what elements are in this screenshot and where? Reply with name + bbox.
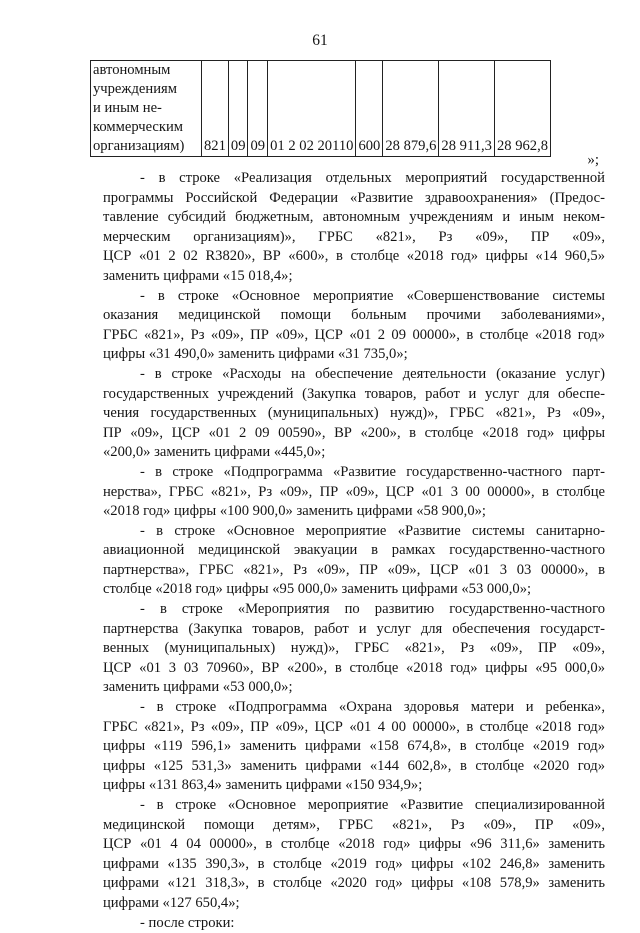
- vr-cell: 600: [356, 61, 383, 157]
- item-name-line: автономным: [93, 62, 171, 78]
- rz-cell: 09: [228, 61, 248, 157]
- text-line: - в строке «Подпрограмма «Развитие государственно-частного парт-: [140, 463, 605, 480]
- text-line: - в строке «Расходы на обеспечение деятельности (оказание услуг): [140, 365, 605, 382]
- page-number: 61: [312, 32, 328, 49]
- amendment-paragraph: [103, 287, 605, 365]
- year-2020-cell: 28 962,8: [494, 61, 550, 157]
- amendment-paragraph: [103, 914, 605, 933]
- amendment-paragraph: [103, 463, 605, 522]
- table-row: [91, 61, 551, 157]
- amendment-paragraph: [103, 365, 605, 463]
- csr-cell: 01 2 02 20110: [268, 61, 356, 157]
- year-2018-cell: 28 879,6: [383, 61, 439, 157]
- text-line: ЦСР «01 4 04 00000», в столбце «2018 год» цифры «96 311,6» заменить: [103, 836, 605, 853]
- text-line: оказания медицинской помощи больным прочими заболеваниями»,: [103, 307, 605, 324]
- amendment-paragraph: [103, 522, 605, 600]
- text-line: ГРБС «821», Рз «09», ПР «09», ЦСР «01 4 00 00000», в столбце «2018 год»: [103, 718, 605, 735]
- text-line: нерства», ГРБС «821», Рз «09», ПР «09», ЦСР «01 3 00 00000», в столбце: [103, 483, 605, 500]
- item-name-line: коммерческим: [93, 119, 184, 135]
- text-line: ЦСР «01 3 03 70960», ВР «200», в столбце «2018 год» цифры «95 000,0»: [103, 659, 605, 676]
- closing-quote: »;: [587, 152, 599, 168]
- text-line: столбце «2018 год» цифры «95 000,0» заменить цифрами «53 000,0»;: [103, 581, 532, 598]
- amendment-paragraph: [103, 698, 605, 796]
- text-line: цифры «131 863,4» заменить цифрами «150 934,9»;: [103, 777, 423, 794]
- amendment-paragraph: [103, 600, 605, 698]
- pr-cell: 09: [248, 61, 268, 157]
- text-line: заменить цифрами «53 000,0»;: [103, 679, 293, 696]
- text-line: партнерства», ГРБС «821», Рз «09», ПР «09», ЦСР «01 3 03 00000», в: [103, 561, 605, 578]
- text-line: авиационной медицинской эвакуации в рамках государственно-частного: [103, 542, 605, 559]
- text-line: заменить цифрами «15 018,4»;: [103, 267, 293, 284]
- text-line: - после строки:: [140, 914, 235, 931]
- text-line: - в строке «Основное мероприятие «Развитие специализированной: [140, 797, 605, 813]
- text-line: цифрами «127 650,4»;: [103, 894, 240, 911]
- text-line: «200,0» заменить цифрами «445,0»;: [103, 444, 326, 461]
- text-line: - в строке «Мероприятия по развитию государственно-частного: [140, 601, 605, 618]
- item-name-cell: [91, 61, 202, 157]
- budget-table-fragment: [90, 60, 551, 157]
- amendment-paragraph: [103, 169, 605, 287]
- text-line: партнерства (Закупка товаров, работ и услуг для обеспечения государст-: [103, 620, 605, 637]
- amendment-paragraph: [103, 796, 605, 914]
- text-line: - в строке «Подпрограмма «Охрана здоровья матери и ребенка»,: [140, 699, 605, 716]
- text-line: ЦСР «01 2 02 R3820», ВР «600», в столбце «2018 год» цифры «14 960,5»: [103, 248, 605, 265]
- text-line: ПР «09», ЦСР «01 2 09 00590», ВР «200», в столбце «2018 год» цифры: [103, 424, 605, 441]
- text-line: «2018 год» цифры «100 900,0» заменить цифрами «58 900,0»;: [103, 503, 486, 520]
- text-line: цифрами «135 390,3», в столбце «2019 год» цифры «102 246,8» заменить: [103, 855, 605, 872]
- text-line: - в строке «Основное мероприятие «Совершенствование системы: [140, 287, 605, 304]
- text-line: цифры «119 596,1» заменить цифрами «158 674,8», в столбце «2019 год»: [103, 738, 605, 755]
- text-line: медицинской помощи детям», ГРБС «821», Рз «09», ПР «09»,: [103, 816, 605, 833]
- amendment-text: [103, 169, 605, 933]
- text-line: государственных учреждений (Закупка товаров, работ и услуг для обеспе-: [103, 385, 605, 402]
- text-line: - в строке «Основное мероприятие «Развитие системы санитарно-: [140, 522, 605, 539]
- text-line: - в строке «Реализация отдельных мероприятий государственной: [140, 170, 605, 186]
- text-line: ГРБС «821», Рз «09», ПР «09», ЦСР «01 2 09 00000», в столбце «2018 год»: [103, 326, 605, 343]
- item-name-line: и иным не-: [93, 100, 162, 116]
- item-name-line: учреждениям: [93, 81, 177, 97]
- year-2019-cell: 28 911,3: [439, 61, 495, 157]
- item-name-line: организациям): [93, 138, 185, 154]
- text-line: чения государственных (муниципальных) нужд)», ГРБС «821», Рз «09»,: [103, 405, 605, 422]
- text-line: программы Российской Федерации «Развитие здравоохранения» (Предос-: [103, 189, 605, 206]
- text-line: мерческим организациям)», ГРБС «821», Рз «09», ПР «09»,: [103, 228, 605, 245]
- text-line: цифры «31 490,0» заменить цифрами «31 735,0»;: [103, 346, 408, 363]
- text-line: цифрами «121 318,3», в столбце «2020 год» цифры «108 578,9» заменить: [103, 875, 605, 892]
- text-line: тавление субсидий бюджетным, автономным учреждениям и иным неком-: [103, 209, 605, 226]
- text-line: венных (муниципальных) нужд)», ГРБС «821», Рз «09», ПР «09»,: [103, 640, 605, 657]
- grbs-cell: 821: [202, 61, 229, 157]
- text-line: цифры «125 531,3» заменить цифрами «144 602,8», в столбце «2020 год»: [103, 757, 605, 774]
